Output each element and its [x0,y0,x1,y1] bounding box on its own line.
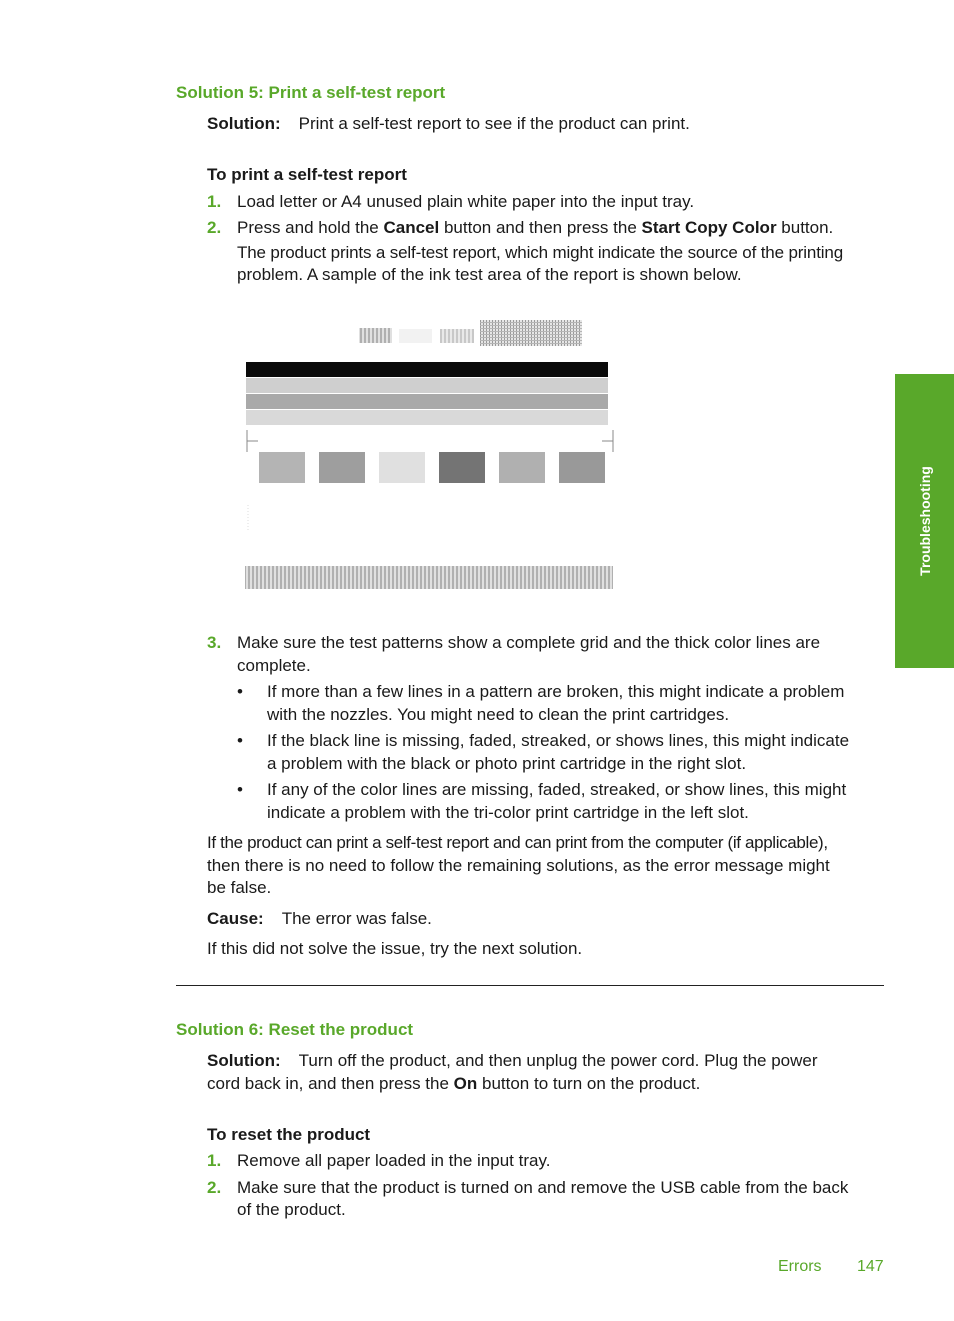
step1-text: Load letter or A4 unused plain white paper into the input tray. [237,192,695,211]
step3-line: complete. [237,656,311,675]
cause-text: The error was false. [281,909,432,928]
section-divider [176,985,884,986]
step2-text: Press and hold the Cancel button and then press the Start Copy Color button. [237,218,834,237]
solution6-line: cord back in, and then press the On button to turn on the product. [207,1074,701,1093]
paragraph-line: be false. [207,878,272,897]
solution6-heading: Solution 6: Reset the product [176,1020,414,1039]
footer-section: Errors [778,1258,822,1275]
bullet-line: If the black line is missing, faded, streaked, or shows lines, this might indicate [267,731,850,750]
paragraph-line: If the product can print a self-test report and can print from the computer (if applicable), [207,833,828,852]
bullet-line: indicate a problem with the tri-color print cartridge in the left slot. [267,803,749,822]
solution5-heading: Solution 5: Print a self-test report [176,83,446,102]
procedure-title: To print a self-test report [207,165,407,184]
step2-note-line: problem. A sample of the ink test area of the report is shown below. [237,265,742,284]
step-number: 2. [207,218,222,237]
side-tab-label: Troubleshooting [916,466,933,576]
solution5-line [207,112,690,135]
bullet-marker: • [237,780,243,799]
bullet-marker: • [237,682,243,701]
self-test-report-sample-image [240,310,620,595]
bullet-line: If any of the color lines are missing, faded, streaked, or show lines, this might [267,780,847,799]
solution-label: Solution: [207,114,281,133]
procedure-title: To reset the product [207,1125,371,1144]
troubleshooting-side-tab [895,374,954,668]
bullet-line: a problem with the black or photo print cartridge in the right slot. [267,754,747,773]
step2-line: Make sure that the product is turned on and remove the USB cable from the back [237,1178,849,1197]
step2-note-line: The product prints a self-test report, which might indicate the source of the printing [237,243,844,262]
step-number: 3. [207,633,222,652]
step1-text: Remove all paper loaded in the input tray. [237,1151,551,1170]
solution-text: Print a self-test report to see if the product can print. [298,114,690,133]
next-solution-text: If this did not solve the issue, try the next solution. [207,939,583,958]
paragraph-line: then there is no need to follow the remaining solutions, as the error message might [207,856,830,875]
step2-line: of the product. [237,1200,346,1219]
bullet-line: If more than a few lines in a pattern are broken, this might indicate a problem [267,682,845,701]
bullet-line: with the nozzles. You might need to clean the print cartridges. [267,705,730,724]
step-number: 1. [207,1151,222,1170]
step-number: 2. [207,1178,222,1197]
bullet-marker: • [237,731,243,750]
step-number: 1. [207,192,222,211]
cause-line [207,907,432,930]
solution-text: Turn off the product, and then unplug the power cord. Plug the power [298,1051,818,1070]
cause-label: Cause: [207,909,264,928]
solution-label: Solution: [207,1051,281,1070]
page-number: 147 [857,1258,884,1275]
step3-line: Make sure the test patterns show a complete grid and the thick color lines are [237,633,821,652]
solution6-line [207,1049,818,1072]
